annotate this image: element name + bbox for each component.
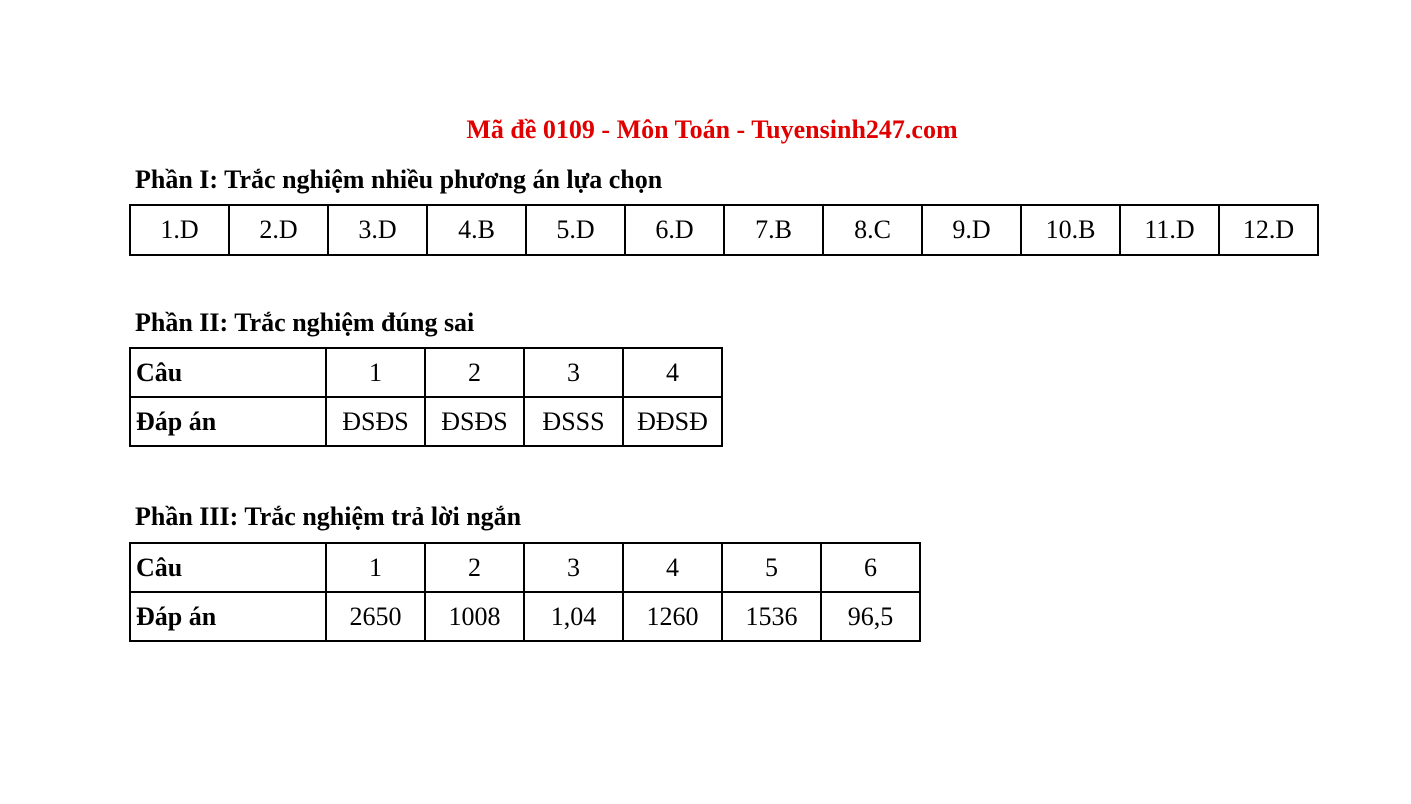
answer-cell: 5.D bbox=[526, 205, 625, 255]
answer-cell: 1260 bbox=[623, 592, 722, 641]
table-row-questions bbox=[130, 348, 722, 397]
answer-cell: 96,5 bbox=[821, 592, 920, 641]
answer-cell: 1008 bbox=[425, 592, 524, 641]
answer-cell: ĐSSS bbox=[524, 397, 623, 446]
question-number-cell: 6 bbox=[821, 543, 920, 592]
question-number-cell: 2 bbox=[425, 543, 524, 592]
table-row-answers bbox=[130, 397, 722, 446]
table-row-questions bbox=[130, 543, 920, 592]
part3-heading: Phần III: Trắc nghiệm trả lời ngắn bbox=[135, 502, 522, 531]
answer-cell: 9.D bbox=[922, 205, 1021, 255]
document-title: Mã đề 0109 - Môn Toán - Tuyensinh247.com bbox=[466, 115, 958, 144]
answer-cell: 2.D bbox=[229, 205, 328, 255]
part1-answer-table bbox=[129, 204, 1319, 256]
row-label-question: Câu bbox=[130, 348, 326, 397]
answer-cell: 4.B bbox=[427, 205, 526, 255]
answer-cell: 1536 bbox=[722, 592, 821, 641]
part2-heading: Phần II: Trắc nghiệm đúng sai bbox=[135, 308, 475, 337]
answer-cell: 1,04 bbox=[524, 592, 623, 641]
question-number-cell: 2 bbox=[425, 348, 524, 397]
part1-heading: Phần I: Trắc nghiệm nhiều phương án lựa chọn bbox=[135, 165, 663, 194]
question-number-cell: 3 bbox=[524, 543, 623, 592]
row-label-question: Câu bbox=[130, 543, 326, 592]
answer-cell: 12.D bbox=[1219, 205, 1318, 255]
answer-cell: 1.D bbox=[130, 205, 229, 255]
question-number-cell: 4 bbox=[623, 348, 722, 397]
answer-cell: 8.C bbox=[823, 205, 922, 255]
answer-cell: ĐSĐS bbox=[425, 397, 524, 446]
question-number-cell: 4 bbox=[623, 543, 722, 592]
answer-cell: 2650 bbox=[326, 592, 425, 641]
answer-cell: ĐSĐS bbox=[326, 397, 425, 446]
row-label-answer: Đáp án bbox=[130, 592, 326, 641]
answer-cell: 3.D bbox=[328, 205, 427, 255]
table-row-answers bbox=[130, 592, 920, 641]
answer-cell: 10.B bbox=[1021, 205, 1120, 255]
part3-answer-table bbox=[129, 542, 921, 642]
table-row bbox=[130, 205, 1318, 255]
answer-cell: 6.D bbox=[625, 205, 724, 255]
question-number-cell: 5 bbox=[722, 543, 821, 592]
row-label-answer: Đáp án bbox=[130, 397, 326, 446]
part2-answer-table bbox=[129, 347, 723, 447]
answer-cell: ĐĐSĐ bbox=[623, 397, 722, 446]
question-number-cell: 1 bbox=[326, 543, 425, 592]
answer-cell: 7.B bbox=[724, 205, 823, 255]
question-number-cell: 3 bbox=[524, 348, 623, 397]
question-number-cell: 1 bbox=[326, 348, 425, 397]
answer-cell: 11.D bbox=[1120, 205, 1219, 255]
